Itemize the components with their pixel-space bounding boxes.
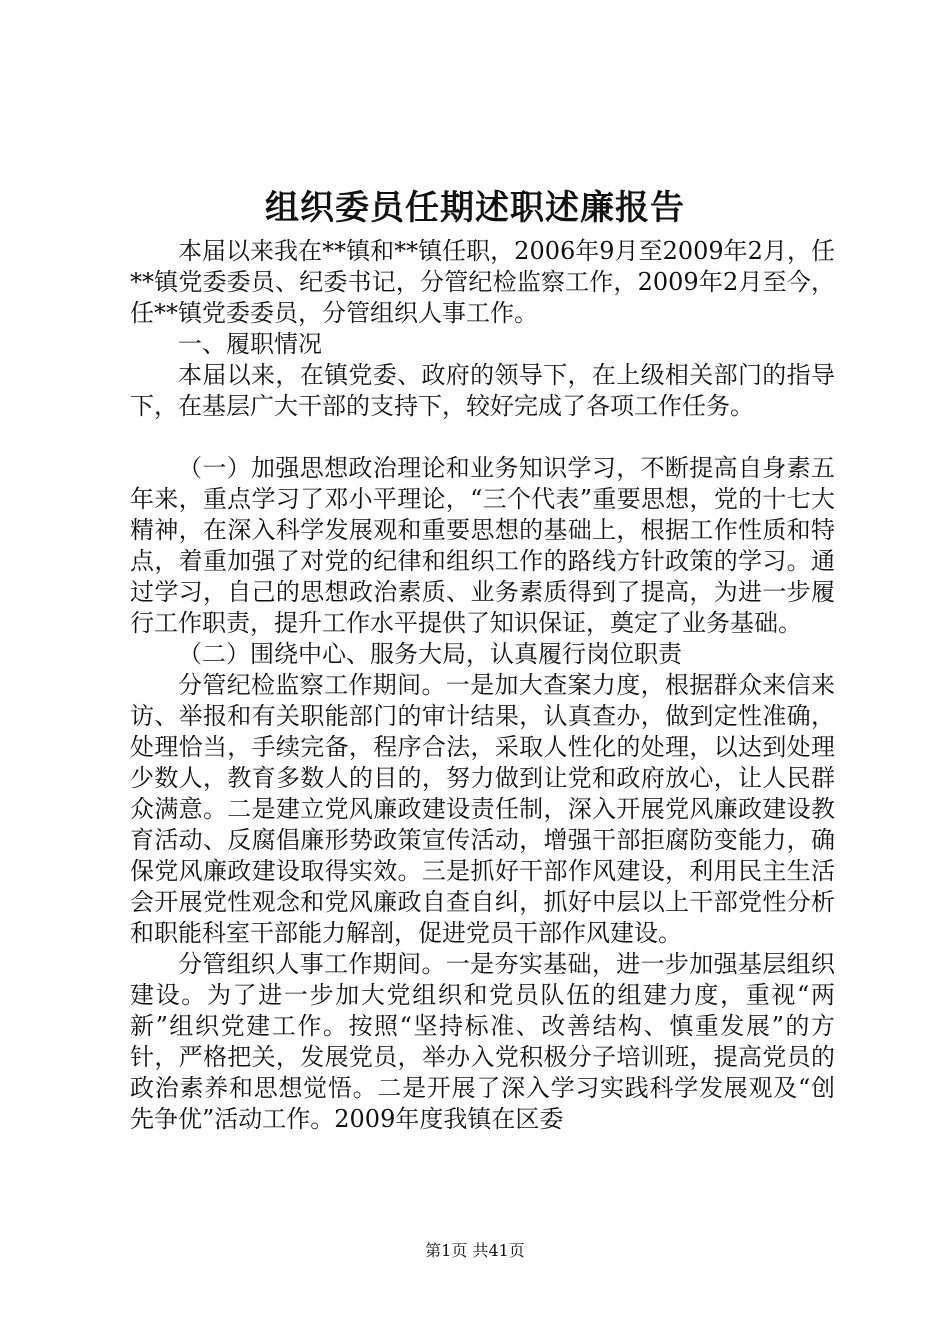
document-title: 组织委员任期述职述廉报告 (265, 188, 685, 228)
document-body (130, 236, 835, 1135)
organization-work-paragraph: 分管组织人事工作期间。一是夯实基础，进一步加强基层组织建设。为了进一步加大党组织和党员队伍的组建力度，重视“两新”组织党建工作。按照“坚持标准、改善结构、慎重发展”的方针，严格把关，发展党员，举办入党积极分子培训班，提高党员的政治素养和思想觉悟。二是开展了深入学习实践科学发展观及“创先争优”活动工作。2009年度我镇在区委 (130, 950, 835, 1133)
section-heading-performance: 一、履职情况 (178, 330, 322, 358)
discipline-work-paragraph: 分管纪检监察工作期间。一是加大查案力度，根据群众来信来访、举报和有关职能部门的审计结果，认真查办，做到定性准确，处理恰当，手续完备，程序合法，采取人性化的处理，以达到处理少数人，教育多数人的目的，努力做到让党和政府放心，让人民群众满意。二是建立党风廉政建设责任制，深入开展党风廉政建设教育活动、反腐倡廉形势政策宣传活动，增强干部拒腐防变能力，确保党风廉政建设取得实效。三是抓好干部作风建设，利用民主生活会开展党性观念和党风廉政自查自纠，抓好中层以上干部党性分析和职能科室干部能力解剖，促进党员干部作风建设。 (130, 671, 835, 947)
page-number-footer: 第1页 共41页 (425, 1241, 525, 1260)
subsection-heading-duties: （二）围绕中心、服务大局，认真履行岗位职责 (178, 640, 682, 668)
intro-paragraph: 本届以来我在**镇和**镇任职，2006年9月至2009年2月，任**镇党委委员、纪委书记，分管纪检监察工作，2009年2月至今，任**镇党委委员，分管组织人事工作。 (130, 237, 835, 327)
performance-summary-paragraph: 本届以来，在镇党委、政府的领导下，在上级相关部门的指导下，在基层广大干部的支持下，较好完成了各项工作任务。 (130, 361, 835, 420)
study-paragraph: （一）加强思想政治理论和业务知识学习，不断提高自身素五年来，重点学习了邓小平理论，“三个代表”重要思想，党的十七大精神，在深入科学发展观和重要思想的基础上，根据工作性质和特点，着重加强了对党的纪律和组织工作的路线方针政策的学习。通过学习，自己的思想政治素质、业务素质得到了提高，为进一步履行工作职责，提升工作水平提供了知识保证，奠定了业务基础。 (130, 454, 835, 637)
